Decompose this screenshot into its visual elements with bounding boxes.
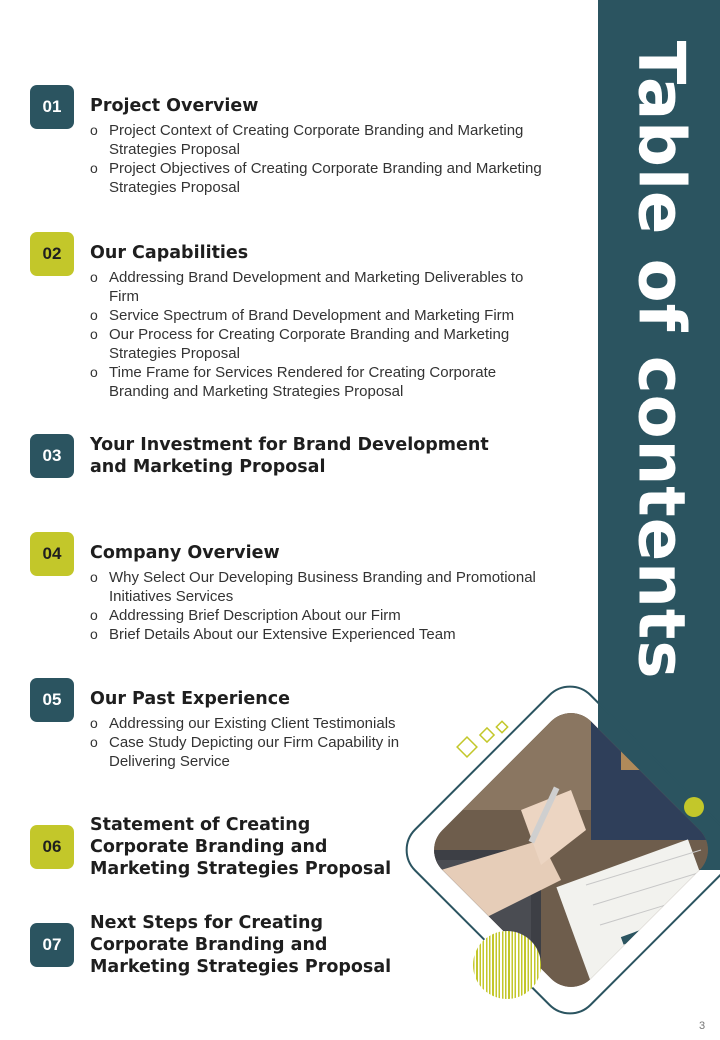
- bullet-icon: o: [90, 569, 98, 585]
- list-item: o Addressing Brand Development and Marketing Deliverables to Firm: [90, 269, 524, 305]
- section-title: Project Overview: [90, 96, 259, 116]
- list-item: o Why Select Our Developing Business Branding and Promotional Initiatives Services: [90, 569, 536, 605]
- section-number-badge: 02: [30, 232, 74, 276]
- bullet-icon: o: [90, 326, 98, 342]
- section-number-badge: 07: [30, 923, 74, 967]
- list-item: o Project Context of Creating Corporate Branding and Marketing Strategies Proposal: [90, 122, 524, 158]
- section-title: Company Overview: [90, 543, 280, 563]
- section-title: Next Steps for Creating Corporate Branding and Marketing Strategies Proposal: [90, 913, 392, 977]
- bullet-icon: o: [90, 307, 98, 323]
- striped-circle-decoration: [473, 931, 541, 999]
- bullet-icon: o: [90, 269, 98, 285]
- list-item: o Addressing Brief Description About our Firm: [90, 607, 401, 624]
- bullet-icon: o: [90, 626, 98, 642]
- section-title: Your Investment for Brand Development and Marketing Proposal: [90, 435, 489, 477]
- section-number-badge: 05: [30, 678, 74, 722]
- bullet-icon: o: [90, 364, 98, 380]
- list-item: o Service Spectrum of Brand Development and Marketing Firm: [90, 307, 515, 324]
- section-title: Statement of Creating Corporate Branding and Marketing Strategies Proposal: [90, 815, 392, 879]
- section-number-badge: 06: [30, 825, 74, 869]
- section-number-badge: 04: [30, 532, 74, 576]
- section-number-badge: 01: [30, 85, 74, 129]
- list-item: o Project Objectives of Creating Corporate Branding and Marketing Strategies Proposal: [90, 160, 542, 196]
- side-title-container: [612, 40, 708, 680]
- page-number: 3: [699, 1020, 706, 1032]
- bullet-icon: o: [90, 160, 98, 176]
- list-item: o Our Process for Creating Corporate Branding and Marketing Strategies Proposal: [90, 326, 510, 362]
- section-number-badge: 03: [30, 434, 74, 478]
- bullet-icon: o: [90, 715, 98, 731]
- bullet-icon: o: [90, 122, 98, 138]
- list-item: o Brief Details About our Extensive Experienced Team: [90, 626, 456, 643]
- list-item: o Addressing our Existing Client Testimonials: [90, 715, 396, 732]
- bullet-icon: o: [90, 734, 98, 750]
- list-item: o Time Frame for Services Rendered for Creating Corporate Branding and Marketing Strategies Proposal: [90, 364, 497, 400]
- side-title: Table of contents: [623, 40, 697, 680]
- list-item: o Case Study Depicting our Firm Capability in Delivering Service: [90, 734, 400, 770]
- lime-dot-decoration: [684, 797, 704, 817]
- section-title: Our Capabilities: [90, 243, 249, 263]
- section-title: Our Past Experience: [90, 689, 290, 709]
- bullet-icon: o: [90, 607, 98, 623]
